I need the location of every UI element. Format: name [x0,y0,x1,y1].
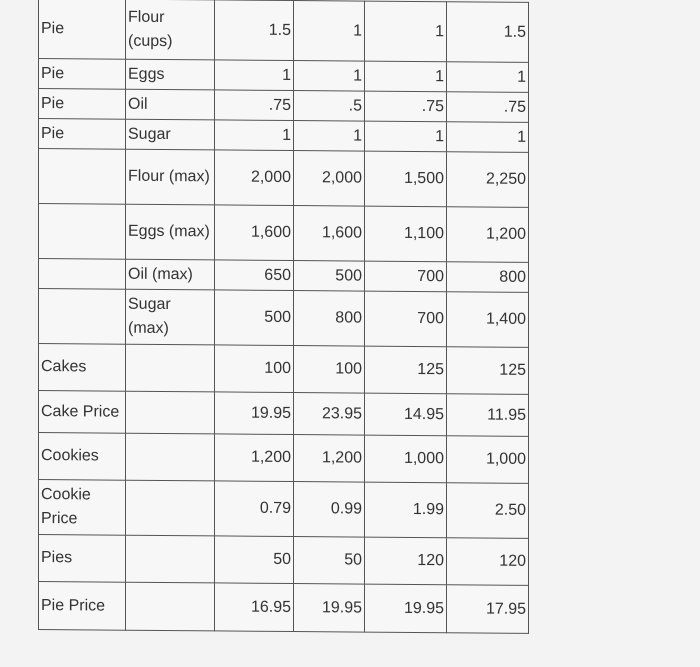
item-label-cell[interactable] [126,535,215,583]
item-label-cell[interactable]: Eggs (max) [126,204,215,260]
value-cell[interactable]: 1,500 [365,151,447,207]
row-label-cell[interactable] [39,289,126,345]
value-cell[interactable]: 2,000 [215,150,294,206]
table-row [39,433,529,484]
row-label-cell[interactable]: Pie [39,59,126,90]
value-cell[interactable]: 1,600 [215,205,294,261]
table-row [39,480,529,539]
value-cell[interactable]: 1,000 [447,436,529,484]
row-label-cell[interactable]: Cookie Price [39,480,126,536]
row-label-cell[interactable]: Pie [39,0,126,59]
value-cell[interactable]: 120 [447,538,529,586]
value-cell[interactable]: 125 [365,346,447,394]
item-label-cell[interactable]: Oil (max) [126,259,215,290]
value-cell[interactable]: 0.99 [294,482,365,538]
item-label-cell[interactable] [126,344,215,392]
value-cell[interactable]: 2,250 [447,152,529,208]
value-cell[interactable]: 1,000 [365,435,447,483]
item-label-cell[interactable] [126,433,215,481]
value-cell[interactable]: 1 [294,121,365,152]
table-row [39,289,529,348]
value-cell[interactable]: 50 [294,537,365,585]
value-cell[interactable]: 700 [365,261,447,292]
value-cell[interactable]: 19.95 [365,584,447,633]
value-cell[interactable]: 1 [365,1,447,62]
table-row [39,119,529,153]
table-row [39,149,529,208]
value-cell[interactable]: 19.95 [294,584,365,633]
value-cell[interactable]: .75 [447,92,529,123]
row-label-cell[interactable] [39,259,126,290]
value-cell[interactable]: 800 [294,291,365,347]
value-cell[interactable]: 100 [215,345,294,393]
value-cell[interactable]: 100 [294,346,365,394]
value-cell[interactable]: 1,200 [215,434,294,482]
value-cell[interactable]: 14.95 [365,393,447,436]
item-label-cell[interactable] [126,480,215,536]
item-label-cell[interactable]: Sugar (max) [126,289,215,345]
value-cell[interactable]: 0.79 [215,481,294,537]
value-cell[interactable]: 16.95 [215,583,294,632]
value-cell[interactable]: 125 [447,347,529,395]
table-body [39,0,529,633]
item-label-cell[interactable]: Flour (cups) [126,0,215,60]
row-label-cell[interactable]: Pie [39,119,126,150]
value-cell[interactable]: .75 [215,90,294,121]
value-cell[interactable]: 120 [365,537,447,585]
value-cell[interactable]: 1 [215,120,294,151]
value-cell[interactable]: 11.95 [447,394,529,437]
value-cell[interactable]: 23.95 [294,393,365,436]
value-cell[interactable]: 2,000 [294,151,365,207]
row-label-cell[interactable]: Cookies [39,433,126,481]
value-cell[interactable]: 800 [447,262,529,293]
row-label-cell[interactable]: Cakes [39,344,126,392]
value-cell[interactable]: 1.5 [215,0,294,61]
value-cell[interactable]: 1,400 [447,292,529,348]
table-row [39,582,529,634]
table-row [39,204,529,263]
table-row [39,344,529,395]
value-cell[interactable]: .75 [365,91,447,122]
value-cell[interactable]: 650 [215,260,294,291]
value-cell[interactable]: 19.95 [215,392,294,435]
value-cell[interactable]: .5 [294,91,365,122]
item-label-cell[interactable]: Flour (max) [126,149,215,205]
value-cell[interactable]: 1.5 [447,2,529,63]
value-cell[interactable]: 1,600 [294,206,365,262]
value-cell[interactable]: 1.99 [365,482,447,538]
value-cell[interactable]: 700 [365,291,447,347]
value-cell[interactable]: 500 [294,261,365,292]
value-cell[interactable]: 1,100 [365,206,447,262]
item-label-cell[interactable]: Oil [126,89,215,120]
table-row [39,535,529,586]
row-label-cell[interactable]: Pie Price [39,582,126,631]
value-cell[interactable]: 1,200 [447,207,529,263]
value-cell[interactable]: 1 [365,121,447,152]
table-row [39,59,529,93]
value-cell[interactable]: 1 [294,1,365,62]
item-label-cell[interactable]: Eggs [126,59,215,90]
row-label-cell[interactable]: Cake Price [39,391,126,434]
value-cell[interactable]: 50 [215,536,294,584]
value-cell[interactable]: 1 [365,61,447,92]
item-label-cell[interactable] [126,391,215,434]
row-label-cell[interactable] [39,204,126,260]
value-cell[interactable]: 2.50 [447,483,529,539]
spreadsheet-table [38,0,529,634]
row-label-cell[interactable] [39,149,126,205]
value-cell[interactable]: 1 [215,60,294,91]
table-row [39,89,529,123]
item-label-cell[interactable] [126,582,215,631]
value-cell[interactable]: 1 [294,61,365,92]
item-label-cell[interactable]: Sugar [126,119,215,150]
table-row [39,0,529,62]
value-cell[interactable]: 500 [215,290,294,346]
value-cell[interactable]: 1 [447,62,529,93]
value-cell[interactable]: 1,200 [294,435,365,483]
value-cell[interactable]: 1 [447,122,529,153]
value-cell[interactable]: 17.95 [447,585,529,634]
table-row [39,391,529,437]
row-label-cell[interactable]: Pie [39,89,126,120]
row-label-cell[interactable]: Pies [39,535,126,583]
table-row [39,259,529,293]
